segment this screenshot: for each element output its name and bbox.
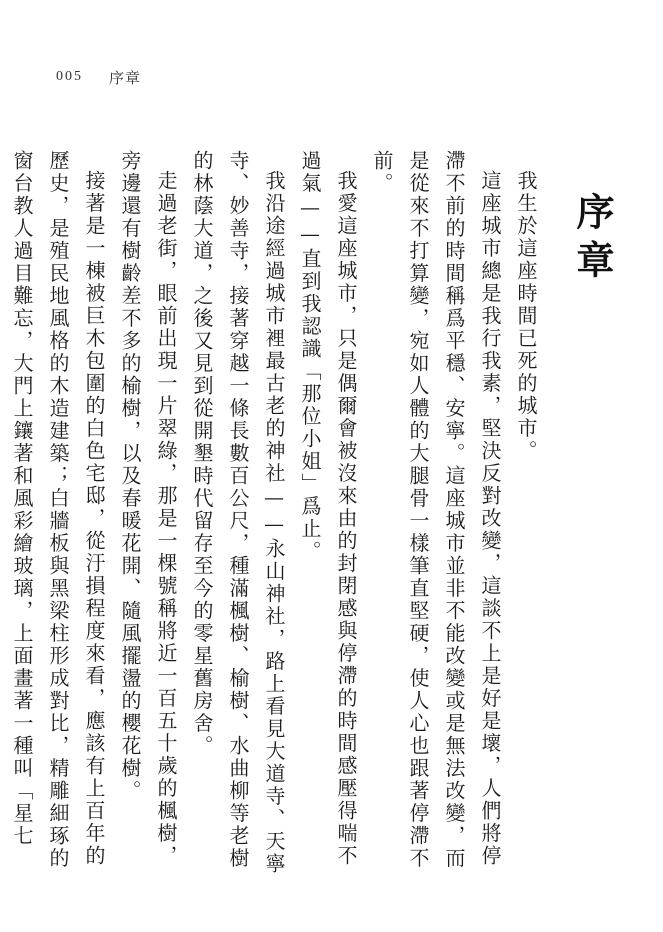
paragraph: 我生於這座時間已死的城市。 [514, 170, 538, 463]
running-header [56, 66, 141, 88]
paragraph: 這座城市總是我行我素，堅決反對改變，這談不上是好是壞，人們將停滯不前的時間稱爲平穩、安寧。這座城市並非不能改變或是無法改變，而是從來不打算變，宛如人體的大腿骨一樣筆直堅硬，使人心也跟著停滯不前。 [370, 150, 502, 870]
page-number: 005 [56, 69, 83, 84]
paragraph: 走過老街，眼前出現一片翠綠，那是一棵號稱將近一百五十歲的楓樹，旁邊還有樹齡差不多的榆樹，以及春暖花開、隨風擺盪的櫻花樹。 [118, 150, 178, 868]
vertical-text-body [10, 150, 615, 880]
paragraph: 接著是一棟被巨木包圍的白色宅邸，從汙損程度來看，應該有上百年的歷史，是殖民地風格的木造建築；白牆板與黑梁柱形成對比，精雕細琢的窗台教人過目難忘，大門上鑲著和風彩繪玻璃，上面畫著一種叫「星七 [10, 150, 106, 870]
paragraph: 我沿途經過城市裡最古老的神社——永山神社，路上看見大道寺、天寧寺、妙善寺，接著穿越一條長數百公尺，種滿楓樹、榆樹、水曲柳等老樹的林蔭大道，之後又見到從開墾時代留存至今的零星舊房舍。 [190, 150, 286, 876]
paragraph: 我愛這座城市，只是偶爾會被沒來由的封閉感與停滯的時間感壓得喘不過氣——直到我認識「那位小姐」爲止。 [298, 150, 358, 868]
chapter-title: 序章 [570, 192, 615, 288]
running-chapter-title: 序章 [109, 68, 142, 87]
